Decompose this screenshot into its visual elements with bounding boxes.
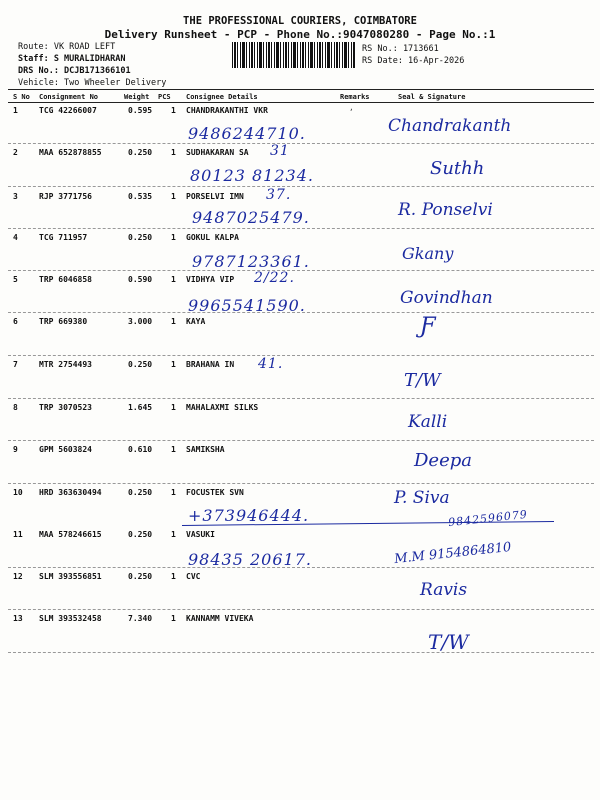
row-5-consignee: VIDHYA VIP bbox=[186, 275, 235, 284]
row-5-signature: Govindhan bbox=[400, 288, 493, 308]
rs-number: RS No.: 1713661 bbox=[362, 44, 439, 54]
row-12-weight: 0.250 bbox=[128, 572, 153, 581]
row-4-weight: 0.250 bbox=[128, 233, 153, 242]
row-separator bbox=[8, 355, 594, 356]
row-9-sno: 9 bbox=[13, 445, 18, 454]
row-13-consignment: SLM 393532458 bbox=[39, 614, 102, 623]
row-3-handwritten-note: 37. bbox=[266, 187, 292, 203]
row-8-pcs: 1 bbox=[171, 403, 176, 412]
row-separator bbox=[8, 398, 594, 399]
row-10-pcs: 1 bbox=[171, 488, 176, 497]
row-10-consignee: FOCUSTEK SVN bbox=[186, 488, 244, 497]
row-5-weight: 0.590 bbox=[128, 275, 153, 284]
row-13-pcs: 1 bbox=[171, 614, 176, 623]
row-separator bbox=[8, 567, 594, 568]
row-12-signature: Ravis bbox=[420, 580, 468, 600]
row-6-consignee: KAYA bbox=[186, 317, 206, 326]
row-11-pcs: 1 bbox=[171, 530, 176, 539]
row-4-consignment: TCG 711957 bbox=[39, 233, 88, 242]
row-1-weight: 0.595 bbox=[128, 106, 153, 115]
row-1-consignee: CHANDRAKANTHI VKR bbox=[186, 106, 268, 115]
row-2-handwritten-note: 31 bbox=[270, 143, 290, 159]
row-2-consignment: MAA 652878855 bbox=[39, 148, 102, 157]
row-13-weight: 7.340 bbox=[128, 614, 153, 623]
row-separator bbox=[8, 228, 594, 229]
row-7-handwritten-note: 41. bbox=[258, 356, 284, 372]
row-separator bbox=[8, 270, 594, 271]
row-8-consignment: TRP 3070523 bbox=[39, 403, 92, 412]
row-2-pcs: 1 bbox=[171, 148, 176, 157]
row-8-weight: 1.645 bbox=[128, 403, 153, 412]
row-3-handwritten-phone: 9487025479. bbox=[192, 208, 310, 227]
row-7-sno: 7 bbox=[13, 360, 18, 369]
col-pcs: PCS bbox=[158, 93, 171, 101]
row-5-pcs: 1 bbox=[171, 275, 176, 284]
row-6-consignment: TRP 669380 bbox=[39, 317, 88, 326]
row-7-weight: 0.250 bbox=[128, 360, 153, 369]
row-1-consignment: TCG 42266007 bbox=[39, 106, 97, 115]
row-1-pcs: 1 bbox=[171, 106, 176, 115]
row-8-sno: 8 bbox=[13, 403, 18, 412]
row-7-pcs: 1 bbox=[171, 360, 176, 369]
row-7-consignee: BRAHANA IN bbox=[186, 360, 235, 369]
row-11-handwritten-phone: 98435 20617. bbox=[188, 550, 312, 569]
row-10-weight: 0.250 bbox=[128, 488, 153, 497]
row-separator bbox=[8, 440, 594, 441]
row-8-consignee: MAHALAXMI SILKS bbox=[186, 403, 259, 412]
row-1-remark-mark: , bbox=[349, 103, 354, 112]
drs-number: DRS No.: DCJB171366101 bbox=[18, 66, 131, 76]
runsheet-title: Delivery Runsheet - PCP - Phone No.:9047080280 - Page No.:1 bbox=[104, 28, 496, 41]
route-label: Route: VK ROAD LEFT bbox=[18, 42, 116, 52]
row-11-weight: 0.250 bbox=[128, 530, 153, 539]
row-separator bbox=[8, 312, 594, 313]
row-11-signature: M.M 9154864810 bbox=[393, 539, 513, 568]
row-10-handwritten-phone: +373946444. bbox=[188, 506, 310, 525]
row-separator bbox=[8, 483, 594, 484]
col-consignee: Consignee Details bbox=[186, 93, 258, 101]
row-11-sno: 11 bbox=[13, 530, 23, 539]
row-10-signature: P. Siva bbox=[394, 488, 450, 508]
row-12-consignment: SLM 393556851 bbox=[39, 572, 102, 581]
row-3-weight: 0.535 bbox=[128, 192, 153, 201]
row-2-handwritten-phone: 80123 81234. bbox=[190, 166, 314, 185]
row-3-sno: 3 bbox=[13, 192, 18, 201]
row-6-signature: Ƒ bbox=[420, 314, 436, 339]
row-4-sno: 4 bbox=[13, 233, 18, 242]
row-7-signature: T/W bbox=[404, 370, 441, 391]
row-separator bbox=[8, 652, 594, 653]
row-9-pcs: 1 bbox=[171, 445, 176, 454]
row-separator bbox=[8, 186, 594, 187]
row-7-consignment: MTR 2754493 bbox=[39, 360, 92, 369]
row-13-sno: 13 bbox=[13, 614, 23, 623]
barcode bbox=[232, 42, 356, 68]
col-sno: S No bbox=[13, 93, 30, 101]
row-4-signature: Gkany bbox=[402, 244, 454, 263]
col-remarks: Remarks bbox=[340, 93, 370, 101]
company-name: THE PROFESSIONAL COURIERS, COIMBATORE bbox=[183, 15, 417, 27]
row-1-handwritten-phone: 9486244710. bbox=[188, 124, 306, 143]
row-9-consignee: SAMIKSHA bbox=[186, 445, 225, 454]
row-2-consignee: SUDHAKARAN SA bbox=[186, 148, 249, 157]
row-10-sno: 10 bbox=[13, 488, 23, 497]
row-13-consignee: KANNAMM VIVEKA bbox=[186, 614, 254, 623]
row-1-sno: 1 bbox=[13, 106, 18, 115]
row-3-pcs: 1 bbox=[171, 192, 176, 201]
row-12-pcs: 1 bbox=[171, 572, 176, 581]
row-4-pcs: 1 bbox=[171, 233, 176, 242]
row-5-consignment: TRP 6046858 bbox=[39, 275, 92, 284]
row-12-consignee: CVC bbox=[186, 572, 201, 581]
row-5-sno: 5 bbox=[13, 275, 18, 284]
col-consignment: Consignment No bbox=[39, 93, 99, 101]
row-12-sno: 12 bbox=[13, 572, 23, 581]
row-4-consignee: GOKUL KALPA bbox=[186, 233, 239, 242]
row-13-signature: T/W bbox=[428, 630, 469, 654]
header-bottom-rule bbox=[8, 102, 594, 103]
col-seal-signature: Seal & Signature bbox=[398, 93, 466, 101]
row-2-signature: Suthh bbox=[430, 158, 485, 179]
staff-label: Staff: S MURALIDHARAN bbox=[18, 54, 126, 64]
row-6-pcs: 1 bbox=[171, 317, 176, 326]
row-6-weight: 3.000 bbox=[128, 317, 153, 326]
row-2-sno: 2 bbox=[13, 148, 18, 157]
row-11-consignee: VASUKI bbox=[186, 530, 215, 539]
row-separator bbox=[8, 609, 594, 610]
row-10-handwritten-extra: 9842596079 bbox=[447, 507, 529, 530]
col-weight: Weight bbox=[124, 93, 150, 101]
row-2-weight: 0.250 bbox=[128, 148, 153, 157]
vehicle-label: Vehicle: Two Wheeler Delivery bbox=[18, 78, 167, 88]
row-9-signature: Deepa bbox=[414, 450, 472, 471]
row-3-consignment: RJP 3771756 bbox=[39, 192, 92, 201]
row-5-handwritten-phone: 9965541590. bbox=[188, 296, 306, 315]
row-3-signature: R. Ponselvi bbox=[398, 200, 493, 220]
row-11-consignment: MAA 578246615 bbox=[39, 530, 102, 539]
row-8-signature: Kalli bbox=[408, 412, 448, 432]
row-6-sno: 6 bbox=[13, 317, 18, 326]
header-top-rule bbox=[8, 89, 594, 90]
row-10-consignment: HRD 363630494 bbox=[39, 488, 102, 497]
row-4-handwritten-phone: 9787123361. bbox=[192, 252, 310, 271]
row-1-signature: Chandrakanth bbox=[388, 116, 512, 136]
row-5-handwritten-note: 2/22. bbox=[254, 270, 295, 286]
row-9-consignment: GPM 5603824 bbox=[39, 445, 92, 454]
row-3-consignee: PORSELVI IMN bbox=[186, 192, 244, 201]
row-9-weight: 0.610 bbox=[128, 445, 153, 454]
rs-date: RS Date: 16-Apr-2026 bbox=[362, 56, 465, 66]
row-separator bbox=[8, 143, 594, 144]
